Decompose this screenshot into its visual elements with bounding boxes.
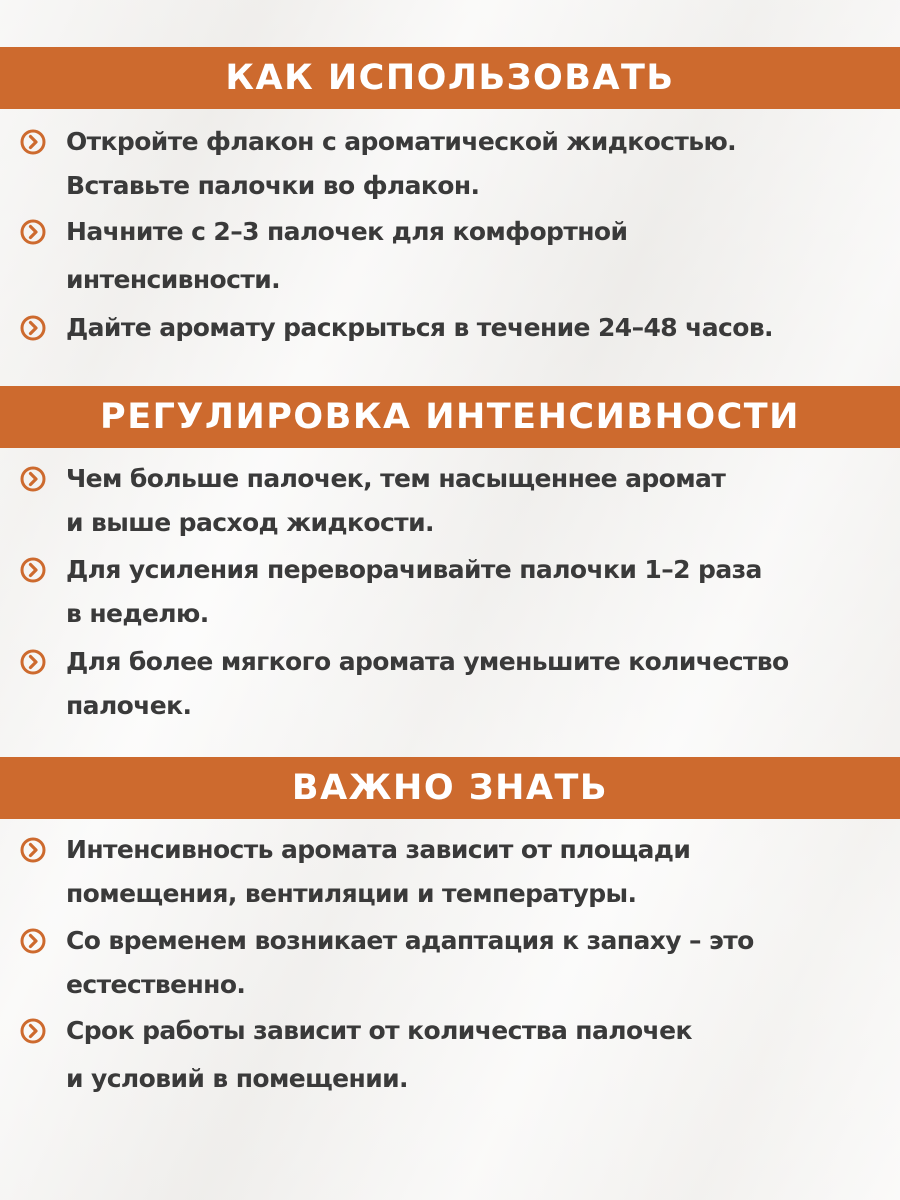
item-text-line: и выше расход жидкости. [66,508,434,537]
chevron-circle-icon [20,129,46,155]
chevron-circle-icon [20,557,46,583]
chevron-circle-icon [20,315,46,341]
section-title: КАК ИСПОЛЬЗОВАТЬ [225,58,675,98]
item-text-line: Интенсивность аромата зависит от площади [66,835,691,864]
section-title: ВАЖНО ЗНАТЬ [291,768,609,808]
item-text-line: интенсивности. [66,265,281,294]
chevron-circle-icon [20,219,46,245]
item-text-line: в неделю. [66,599,209,628]
item-text-line: Для усиления переворачивайте палочки 1–2 раза [66,555,762,584]
item-text-line: Срок работы зависит от количества палочек [66,1016,692,1045]
section-title: РЕГУЛИРОВКА ИНТЕНСИВНОСТИ [100,397,800,437]
item-text-line: Вставьте палочки во флакон. [66,171,480,200]
item-text-line: и условий в помещении. [66,1064,408,1093]
item-text-line: Для более мягкого аромата уменьшите количество [66,647,789,676]
section-banner-intensity [0,386,900,448]
item-text-line: Чем больше палочек, тем насыщеннее аромат [66,464,726,493]
chevron-circle-icon [20,928,46,954]
item-text-line: Начните с 2–3 палочек для комфортной [66,217,628,246]
chevron-circle-icon [20,837,46,863]
chevron-circle-icon [20,466,46,492]
chevron-circle-icon [20,649,46,675]
item-text-line: естественно. [66,970,246,999]
chevron-circle-icon [20,1018,46,1044]
item-text-line: Дайте аромату раскрыться в течение 24–48 часов. [66,313,773,342]
item-text-line: Откройте флакон с ароматической жидкостью. [66,127,737,156]
item-text-line: палочек. [66,691,192,720]
section-banner-how-to-use [0,47,900,109]
section-banner-important [0,757,900,819]
item-text-line: помещения, вентиляции и температуры. [66,879,637,908]
item-text-line: Со временем возникает адаптация к запаху – это [66,926,754,955]
